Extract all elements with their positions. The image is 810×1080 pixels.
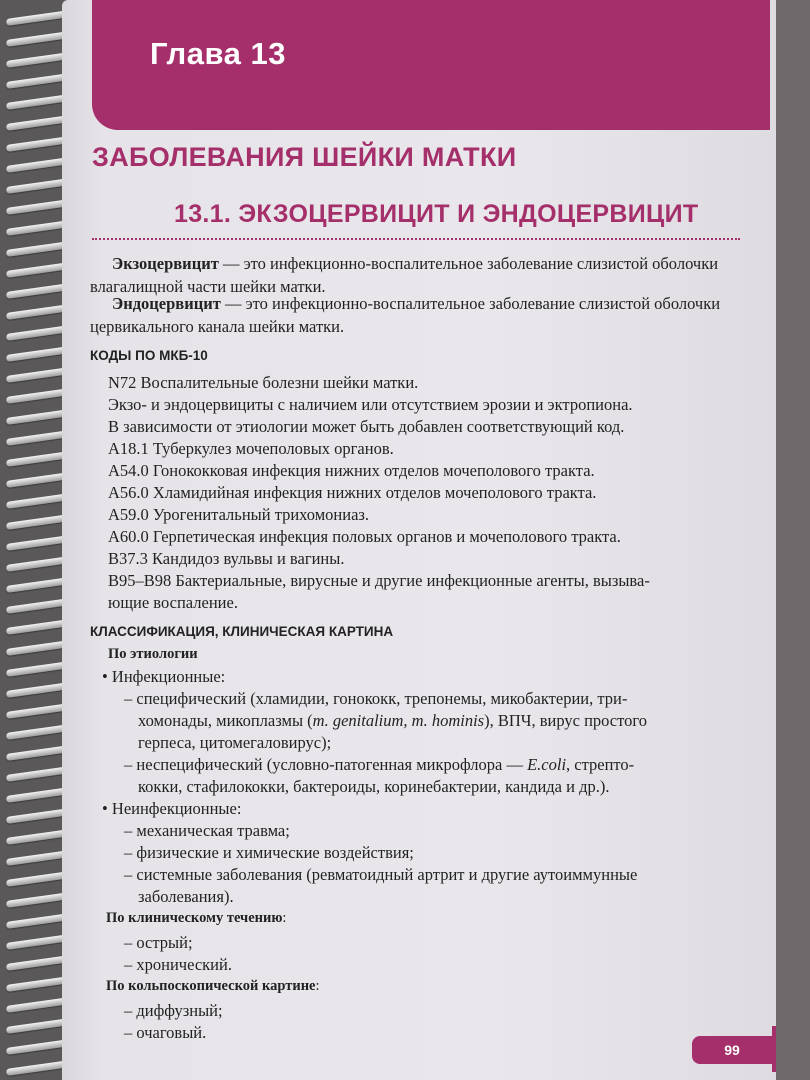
list-item-infectious: • Инфекционные: <box>102 667 226 686</box>
definition-text: — это инфекционно-воспалительное заболевание слизистой оболочки влагалищной части шейки матки. <box>90 254 719 296</box>
icd-line: N72 Воспалительные болезни шейки матки. <box>108 373 419 392</box>
definition-text: — это инфекционно-воспалительное заболевание слизистой оболочки цервикального канала шейки матки. <box>90 294 721 336</box>
icd-line: В зависимости от этиологии может быть добавлен соответствующий код. <box>108 417 625 436</box>
classification-heading: КЛАССИФИКАЦИЯ, КЛИНИЧЕСКАЯ КАРТИНА <box>90 624 394 639</box>
icd-line: A59.0 Урогенитальный трихомониаз. <box>108 505 370 524</box>
list-item-cont: хомонады, микоплазмы (m. genitalium, m. hominis), ВПЧ, вирус простого <box>138 711 647 730</box>
course-heading: По клиническому течению: <box>106 910 287 926</box>
icd-line: A60.0 Герпетическая инфекция половых органов и мочеполового тракта. <box>108 527 621 546</box>
icd-line: B95–B98 Бактериальные, вирусные и другие инфекционные агенты, вызыва- <box>108 571 650 590</box>
list-item: – очаговый. <box>124 1023 207 1042</box>
chapter-title: Глава 13 <box>150 36 286 71</box>
book-page <box>62 0 776 1080</box>
icd-line: B37.3 Кандидоз вульвы и вагины. <box>108 549 345 568</box>
icd-heading: КОДЫ ПО МКБ-10 <box>90 348 208 363</box>
list-item: – острый; <box>124 933 193 952</box>
bullet-icon: • <box>102 799 112 818</box>
list-item-noninfectious: • Неинфекционные: <box>102 799 242 818</box>
list-item: – неспецифический (условно-патогенная микрофлора — E.coli, стрепто- <box>124 755 635 774</box>
chapter-banner <box>92 0 770 130</box>
icd-line: Экзо- и эндоцервициты с наличием или отсутствием эрозии и эктропиона. <box>108 395 633 414</box>
list-item-cont: кокки, стафилококки, бактероиды, коринебактерии, кандида и др.). <box>138 777 610 796</box>
definition-endocervicitis <box>90 292 738 338</box>
etiology-heading: По этиологии <box>108 646 198 662</box>
colposcopy-heading: По кольпоскопической картине: <box>106 978 320 994</box>
list-item-cont: герпеса, цитомегаловирус); <box>138 733 332 752</box>
bullet-icon: • <box>102 667 112 686</box>
page-number: 99 <box>692 1036 772 1064</box>
term: Экзоцервицит <box>112 254 219 273</box>
list-item: – специфический (хламидии, гонококк, трепонемы, микобактерии, три- <box>124 689 628 708</box>
list-item: – диффузный; <box>124 1001 223 1020</box>
icd-line: A56.0 Хламидийная инфекция нижних отделов мочеполового тракта. <box>108 483 597 502</box>
term: Эндоцервицит <box>112 294 221 313</box>
icd-line: ющие воспаление. <box>108 593 238 612</box>
icd-line: A18.1 Туберкулез мочеполовых органов. <box>108 439 394 458</box>
page-number-tick <box>772 1026 776 1072</box>
icd-line: A54.0 Гонококковая инфекция нижних отделов мочеполового тракта. <box>108 461 595 480</box>
list-item-cont: заболевания). <box>138 887 234 906</box>
list-item: – системные заболевания (ревматоидный артрит и другие аутоиммунные <box>124 865 638 884</box>
list-item: – механическая травма; <box>124 821 290 840</box>
list-item: – хронический. <box>124 955 232 974</box>
list-item: – физические и химические воздействия; <box>124 843 414 862</box>
section-title: ЗАБОЛЕВАНИЯ ШЕЙКИ МАТКИ <box>92 142 517 172</box>
subsection-title: 13.1. ЭКЗОЦЕРВИЦИТ И ЭНДОЦЕРВИЦИТ <box>174 200 699 228</box>
dotted-divider <box>92 238 740 240</box>
